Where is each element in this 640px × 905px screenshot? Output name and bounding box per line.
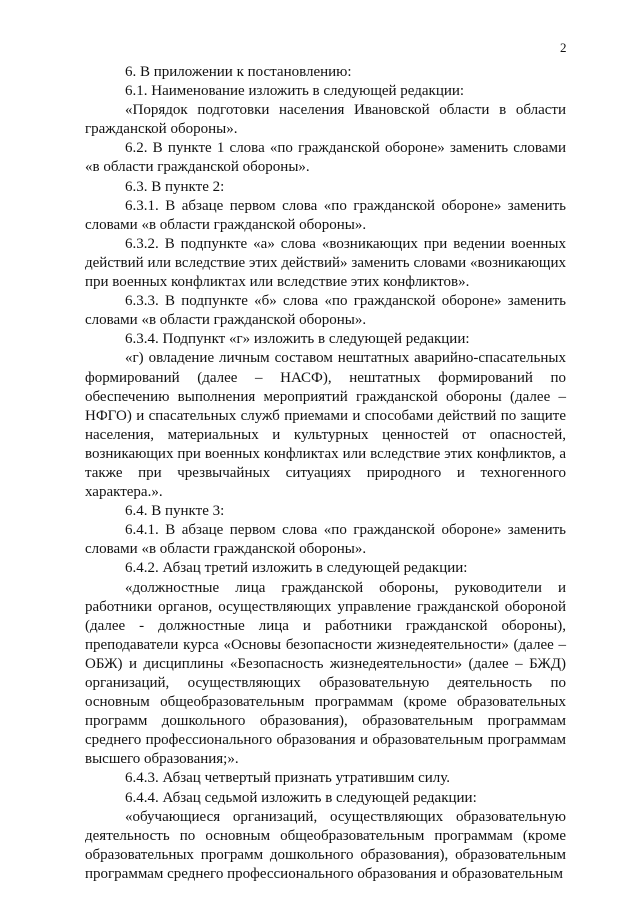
paragraph: 6.2. В пункте 1 слова «по гражданской обороне» заменить словами «в области гражданской обороны». xyxy=(85,140,566,176)
paragraph: 6.4.1. В абзаце первом слова «по гражданской обороне» заменить словами «в области гражданской обороны». xyxy=(85,522,566,558)
paragraph: 6.4.3. Абзац четвертый признать утратившим силу. xyxy=(125,770,451,787)
paragraph: 6.4. В пункте 3: xyxy=(125,503,225,520)
paragraph: «должностные лица гражданской обороны, руководители и работники органов, осуществляющих управление гражданской обороной (далее - должностные лица и работники гражданской обороны), преподаватели курса «Основы безопасности жизнедеятельности» (далее – ОБЖ) и дисциплины «Безопасность жизнедеятельности» (далее – БЖД) организаций, осуществляющих образовательную деятельность по основным общеобразовательным программам (кроме образовательных программ дошкольного образования), образовательным программам среднего профессионального образования и образовательным программам высшего образования;». xyxy=(85,579,566,768)
paragraph: 6.3.1. В абзаце первом слова «по гражданской обороне» заменить словами «в области гражданской обороны». xyxy=(85,197,566,233)
paragraph: 6.1. Наименование изложить в следующей редакции: xyxy=(125,83,465,100)
paragraph: «г) овладение личным составом нештатных аварийно-спасательных формирований (далее – НАСФ), нештатных формирований по обеспечению выполнения мероприятий гражданской обороны (далее – НФГО) и спасательных служб приемами и способами действий по защите населения, материальных и культурных ценностей от опасностей, возникающих при военных конфликтах или вследствие этих конфликтов, а также при чрезвычайных ситуациях природного и техногенного характера.». xyxy=(85,350,566,501)
paragraph: «Порядок подготовки населения Ивановской области в области гражданской обороны». xyxy=(85,102,566,138)
paragraph: 6.4.2. Абзац третий изложить в следующей редакции: xyxy=(125,560,468,577)
paragraph: 6.3.2. В подпункте «а» слова «возникающих при ведении военных действий или вследствие этих действий» заменить словами «возникающих при военных конфликтах или вследствие этих конфликтов». xyxy=(85,235,566,291)
paragraph: 6.3.3. В подпункте «б» слова «по гражданской обороне» заменить словами «в области гражданской обороны». xyxy=(85,293,566,329)
paragraph: 6.3. В пункте 2: xyxy=(125,178,225,195)
paragraph: 6.4.4. Абзац седьмой изложить в следующей редакции: xyxy=(125,789,477,806)
paragraph: «обучающиеся организаций, осуществляющих образовательную деятельность по основным общеобразовательным программам (кроме образовательных программ дошкольного образования), образовательным программам среднего профессионального образования и образовательным xyxy=(85,808,566,882)
paragraph: 6.3.4. Подпункт «г» изложить в следующей редакции: xyxy=(125,331,470,348)
paragraph: 6. В приложении к постановлению: xyxy=(125,64,352,80)
page-number: 2 xyxy=(560,40,567,55)
document-body xyxy=(85,63,566,884)
